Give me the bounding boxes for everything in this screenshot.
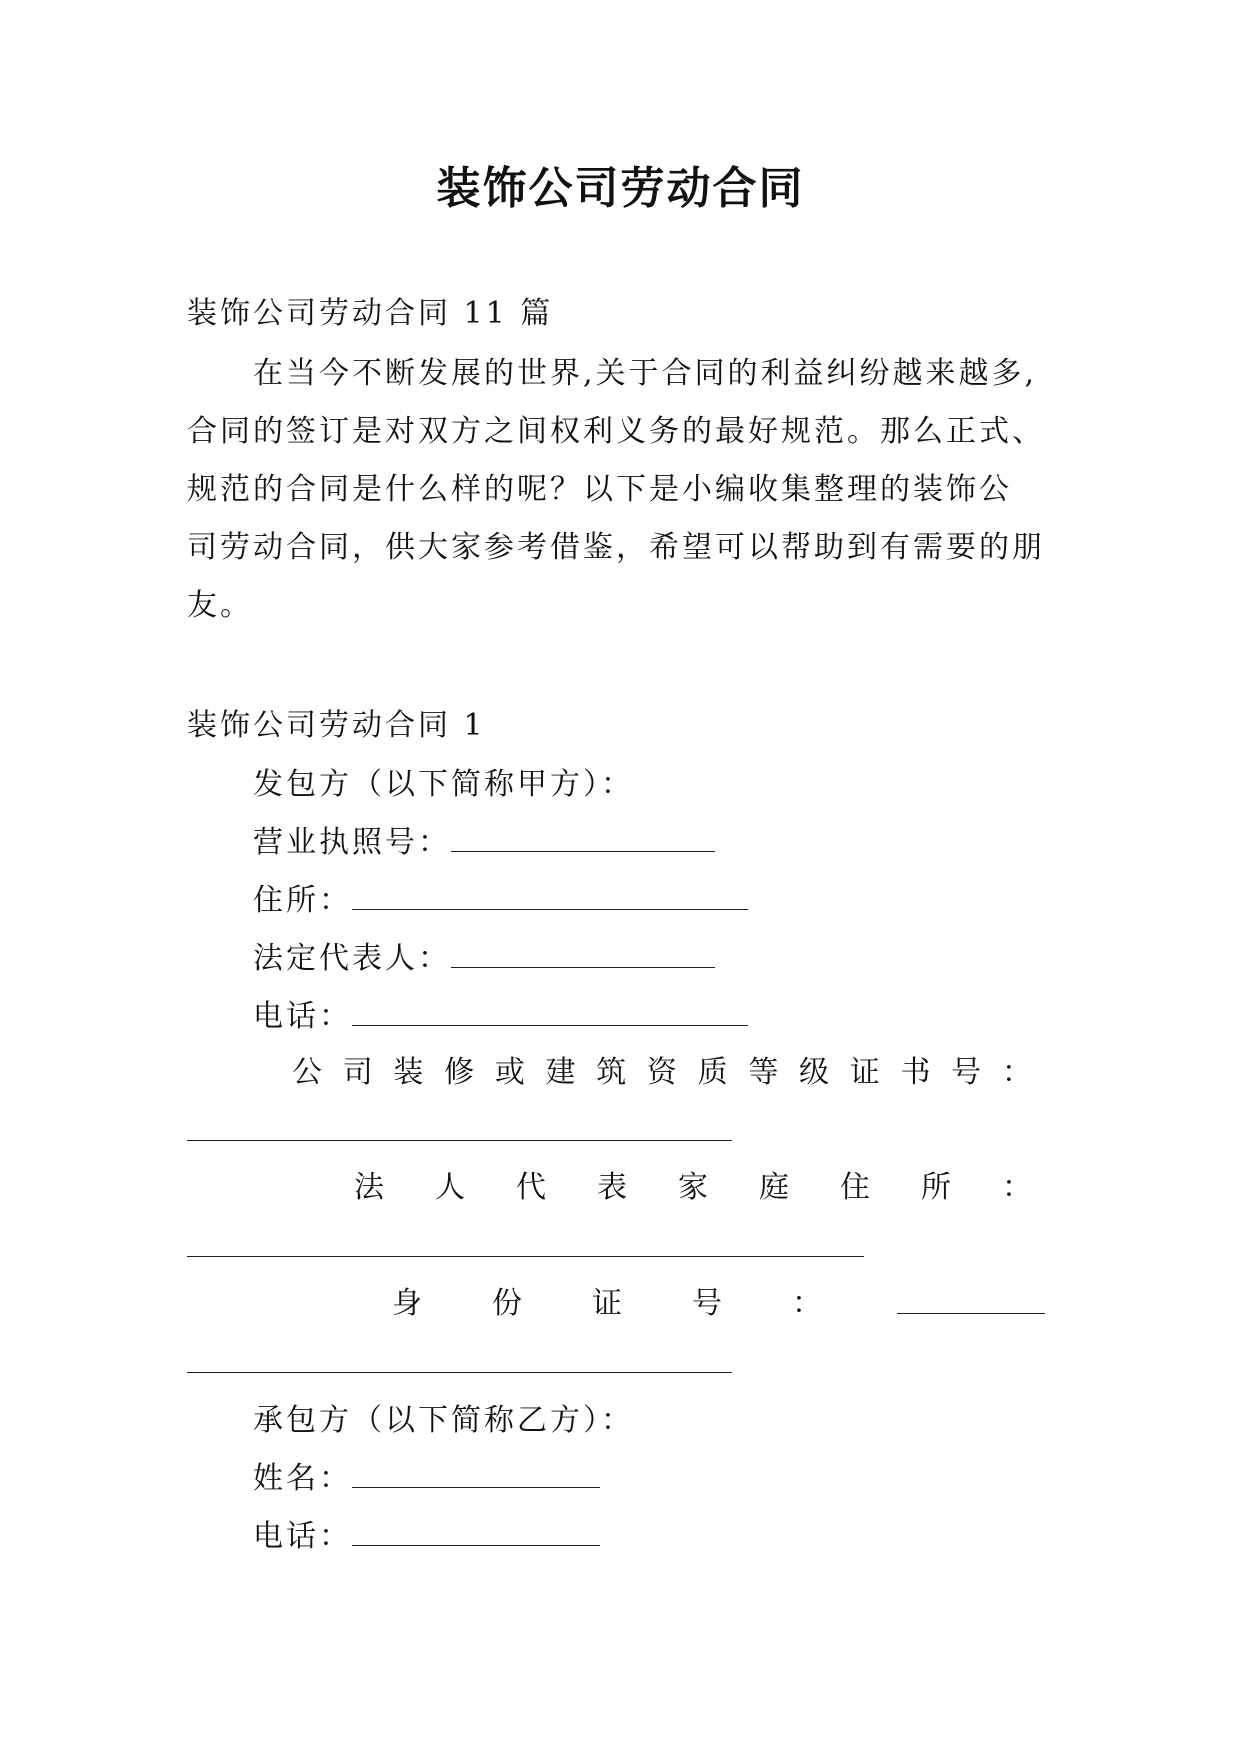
document-title: 装饰公司劳动合同	[436, 163, 805, 214]
name-blank	[352, 1461, 600, 1488]
license-row	[253, 823, 715, 863]
legal-rep-row	[253, 939, 715, 979]
address-row	[253, 881, 748, 921]
license-blank	[451, 825, 715, 852]
address-blank	[352, 883, 748, 910]
intro-line-4: 司劳动合同，供大家参考借鉴，希望可以帮助到有需要的朋	[187, 530, 1045, 565]
id-number-label: 身 份 证 号 ：	[392, 1286, 822, 1321]
intro-line-1: 在当今不断发展的世界,关于合同的利益纠纷越来越多,	[253, 356, 1038, 391]
phone-a-blank	[352, 999, 748, 1026]
intro-line-2: 合同的签订是对双方之间权利义务的最好规范。那么正式、	[187, 414, 1045, 449]
party-a-heading: 发包方（以下简称甲方）：	[253, 767, 634, 802]
name-label: 姓名：	[253, 1461, 352, 1496]
intro-line-3: 规范的合同是什么样的呢？以下是小编收集整理的装饰公	[187, 472, 1012, 507]
phone-b-row	[253, 1517, 600, 1557]
home-address-blank	[187, 1256, 864, 1257]
legal-rep-label: 法定代表人：	[253, 941, 451, 976]
phone-a-label: 电话：	[253, 999, 352, 1034]
home-address-label: 法 人 代 表 家 庭 住 所 ：	[354, 1170, 1032, 1205]
cert-number-label: 公 司 装 修 或 建 筑 资 质 等 级 证 书 号 ：	[292, 1055, 1032, 1090]
id-number-blank-a	[897, 1313, 1045, 1314]
phone-a-row	[253, 997, 748, 1037]
name-row	[253, 1459, 600, 1499]
phone-b-blank	[352, 1519, 600, 1546]
section-title: 装饰公司劳动合同 1	[187, 708, 486, 743]
license-label: 营业执照号：	[253, 825, 451, 860]
address-label: 住所：	[253, 883, 352, 918]
intro-line-5: 友。	[187, 588, 253, 623]
cert-number-blank	[187, 1140, 732, 1141]
phone-b-label: 电话：	[253, 1519, 352, 1554]
id-number-blank-b	[187, 1372, 732, 1373]
legal-rep-blank	[451, 941, 715, 968]
party-b-heading: 承包方（以下简称乙方）：	[253, 1403, 634, 1438]
subtitle: 装饰公司劳动合同 11 篇	[187, 296, 554, 331]
